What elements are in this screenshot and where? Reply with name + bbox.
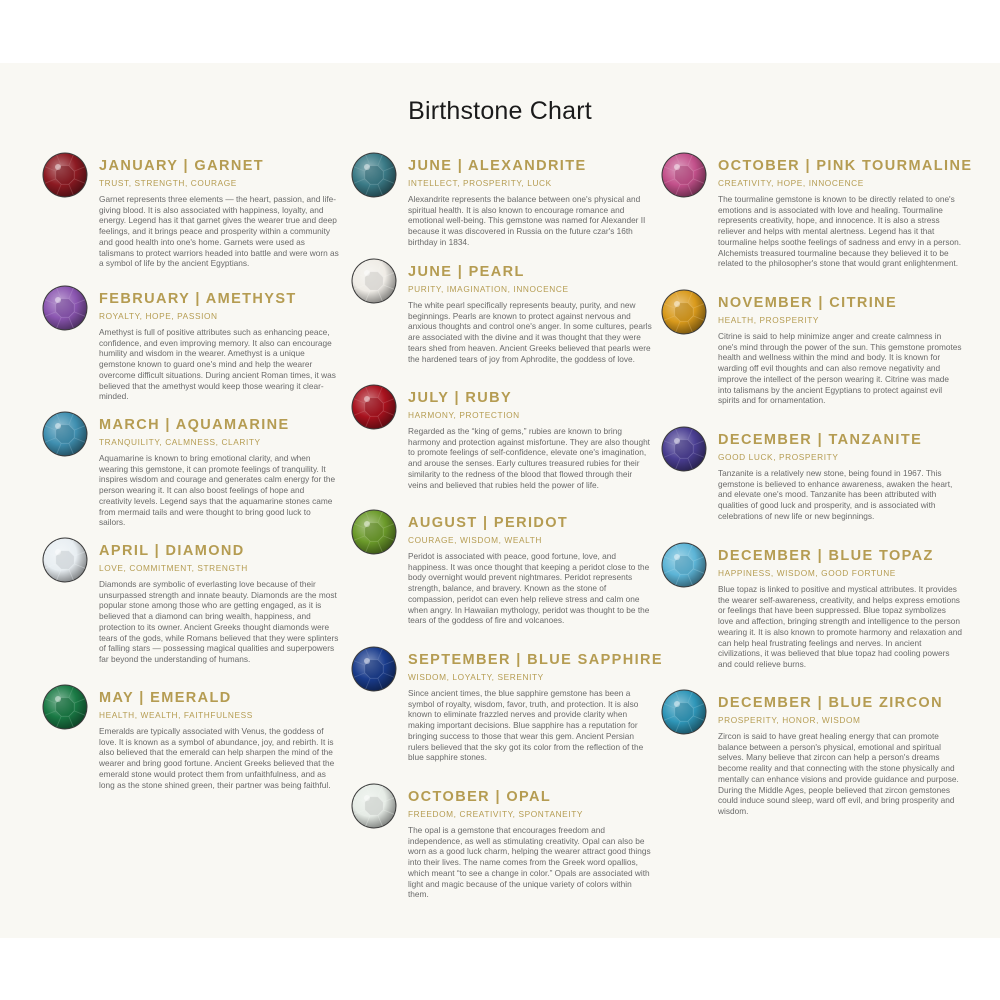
birthstone-name: OCTOBER | PINK TOURMALINE	[718, 158, 973, 174]
birthstone-entry	[408, 652, 663, 763]
birthstone-description: Peridot is associated with peace, good fortune, love, and happiness. It was once thought that keeping a peridot close to the body overnight would prevent nightmares. Peridot represents strength, balance, and bravery. Known as the stone of compassion, peridot can even help relieve stress and calm one when angry. In Hawaiian mythology, peridot was thought to be the tears of the goddess of fire and volcanoes.	[408, 551, 650, 626]
birthstone-description: The white pearl specifically represents beauty, purity, and new beginnings. Pearls are known to protect against nervous and anxious thoughts and control one's anger. In some cultures, pearls are associated with the divine and it was thought that they were tears shed from heaven. Ancient Greeks believed that pearls were the hardened tears of joy from Aphrodite, the goddess of love.	[408, 300, 652, 364]
birthstone-name: JUNE | PEARL	[408, 264, 525, 280]
birthstone-name: NOVEMBER | CITRINE	[718, 295, 898, 311]
birthstone-entry	[718, 295, 963, 406]
birthstone-traits: WISDOM, LOYALTY, SERENITY	[408, 672, 544, 682]
birthstone-entry	[99, 417, 339, 528]
gem-peridot-icon	[351, 509, 397, 555]
birthstone-name: DECEMBER | TANZANITE	[718, 432, 923, 448]
gem-ruby-icon	[351, 384, 397, 430]
birthstone-description: Regarded as the “king of gems,” rubies are known to bring harmony and protection against misfortune. They are also thought to promote feelings of self-confidence, elevate one's imagination, and arouse the senses. Early cultures treasured rubies for their similarity to the redness of the blood that flowed through their veins and believed that rubies held the power of life.	[408, 426, 650, 490]
birthstone-description: Garnet represents three elements — the heart, passion, and life-giving blood. It is also associated with happiness, loyalty, and energy. Legend has it that garnet gives the wearer true and deep feelings, and it brings peace and prosperity within a community and good health into one's home. Garnets were used as talismans to protect warriors headed into battle and were worn as a symbol of life by the ancient Egyptians.	[99, 194, 339, 269]
gem-aquamarine-icon	[42, 411, 88, 457]
birthstone-description: Citrine is said to help minimize anger and create calmness in one's mind through the power of the sun. This gemstone promotes health and wellness within the mind and body. It is known for warding off evil thoughts and can also remove negativity and improve the intellect of the person wearing it. Citrine was made into talismans by the ancient Egyptians to protect against evil spirits and for ornamentation.	[718, 331, 962, 406]
birthstone-description: Zircon is said to have great healing energy that can promote balance between a person's physical, emotional and spiritual selves. Many believe that zircon can help a person's dreams become reality and that connecting with the stone physically and mentally can enhance visions and provide guidance and purpose. During the Middle Ages, people believed that zircon gemstones could induce sound sleep, ward off evil, and bring prosperity and wisdom.	[718, 731, 959, 816]
birthstone-name: FEBRUARY | AMETHYST	[99, 291, 297, 307]
birthstone-name: MAY | EMERALD	[99, 690, 232, 706]
birthstone-traits: CREATIVITY, HOPE, INNOCENCE	[718, 178, 864, 188]
birthstone-traits: HEALTH, PROSPERITY	[718, 315, 820, 325]
birthstone-traits: LOVE, COMMITMENT, STRENGTH	[99, 563, 248, 573]
birthstone-traits: TRUST, STRENGTH, COURAGE	[99, 178, 237, 188]
birthstone-traits: HARMONY, PROTECTION	[408, 410, 520, 420]
page-title: Birthstone Chart	[408, 97, 592, 125]
birthstone-traits: PURITY, IMAGINATION, INNOCENCE	[408, 284, 569, 294]
birthstone-entry	[99, 158, 339, 269]
gem-tanzanite-icon	[661, 426, 707, 472]
birthstone-name: DECEMBER | BLUE ZIRCON	[718, 695, 943, 711]
gem-alexandrite-icon	[351, 152, 397, 198]
gem-amethyst-icon	[42, 285, 88, 331]
birthstone-name: JUNE | ALEXANDRITE	[408, 158, 587, 174]
birthstone-description: Alexandrite represents the balance between one's physical and spiritual health. It is also known to encourage romance and emotional well-being. This gemstone was named for Alexander II because it was discovered in Russia on the future czar's 16th birthday in 1834.	[408, 194, 646, 247]
gem-pink-tourmaline-icon	[661, 152, 707, 198]
gem-sapphire-icon	[351, 646, 397, 692]
birthstone-traits: INTELLECT, PROSPERITY, LUCK	[408, 178, 552, 188]
birthstone-description: The tourmaline gemstone is known to be directly related to one's emotions and is associated with love and healing. Tourmaline represents creativity, hope, and innocence. It is also a stress reliever and helps with mental alertness. Legend has it that tourmaline helps soothe feelings of sadness and envy in a person. Alchemists treasured tourmaline because they believed it to be related to the philosopher's stone that would grant enlightenment.	[718, 194, 962, 269]
gem-garnet-icon	[42, 152, 88, 198]
birthstone-traits: FREEDOM, CREATIVITY, SPONTANEITY	[408, 809, 584, 819]
birthstone-entry	[718, 432, 963, 522]
birthstone-traits: HAPPINESS, WISDOM, GOOD FORTUNE	[718, 568, 896, 578]
birthstone-traits: PROSPERITY, HONOR, WISDOM	[718, 715, 861, 725]
birthstone-entry	[408, 390, 653, 490]
gem-pearl-icon	[351, 258, 397, 304]
birthstone-entry	[408, 515, 653, 626]
birthstone-entry	[718, 548, 963, 670]
gem-blue-topaz-icon	[661, 542, 707, 588]
birthstone-description: Blue topaz is linked to positive and mystical attributes. It provides the wearer self-awareness, creativity, and helps express emotions or feelings that have been suppressed. Blue topaz symbolizes love and affection, bringing strength and intelligence to the person wearing it. It is also known to promote harmony and relaxation and can help heal frustrating feelings and nerves. In ancient civilizations, it was believed that blue topaz had cooling powers and could relieve burns.	[718, 584, 962, 669]
birthstone-entry	[718, 695, 963, 817]
gem-blue-zircon-icon	[661, 689, 707, 735]
birthstone-traits: ROYALTY, HOPE, PASSION	[99, 311, 218, 321]
birthstone-name: AUGUST | PERIDOT	[408, 515, 569, 531]
birthstone-entry	[99, 543, 339, 665]
birthstone-description: Tanzanite is a relatively new stone, being found in 1967. This gemstone is believed to enhance awareness, awaken the heart, and elevate one's mood. Tanzanite has been attributed with qualities of good luck and prosperity, and is associated with celebrations of new life or new beginnings.	[718, 468, 953, 521]
gem-opal-icon	[351, 783, 397, 829]
gem-diamond-icon	[42, 537, 88, 583]
birthstone-description: Amethyst is full of positive attributes such as enhancing peace, confidence, and even improving memory. It also can encourage humility and wisdom in the wearer. Amethyst is a unique gemstone known to guard one's mind and help the wearer overcome difficult situations. During ancient Roman times, it was believed that the amethyst would keep those wearing it clear-minded.	[99, 327, 336, 402]
birthstone-description: Emeralds are typically associated with Venus, the goddess of love. It is known as a symbol of abundance, joy, and rebirth. It is also believed that the emerald can help sharpen the mind of the wearer and bring good fortune. Ancient Greeks believed that the emerald stone would protect them from unfaithfulness, and as long as the stone shined green, their partner was being faithful.	[99, 726, 335, 790]
birthstone-name: JANUARY | GARNET	[99, 158, 265, 174]
birthstone-traits: TRANQUILITY, CALMNESS, CLARITY	[99, 437, 261, 447]
birthstone-traits: GOOD LUCK, PROSPERITY	[718, 452, 839, 462]
birthstone-entry	[408, 264, 653, 364]
birthstone-name: DECEMBER | BLUE TOPAZ	[718, 548, 934, 564]
birthstone-name: OCTOBER | OPAL	[408, 789, 552, 805]
birthstone-name: JULY | RUBY	[408, 390, 513, 406]
birthstone-description: Aquamarine is known to bring emotional clarity, and when wearing this gemstone, it can promote feelings of tranquility. It inspires wisdom and courage and generates calm energy for the person wearing it. It can also boost feelings of hope and creativity levels. Legend says that the aquamarine stones came from mermaid tails and were thought to bring good luck to sailors.	[99, 453, 336, 528]
birthstone-name: APRIL | DIAMOND	[99, 543, 245, 559]
birthstone-entry	[408, 158, 653, 248]
birthstone-name: MARCH | AQUAMARINE	[99, 417, 290, 433]
gem-emerald-icon	[42, 684, 88, 730]
birthstone-description: Diamonds are symbolic of everlasting love because of their unsurpassed strength and innate beauty. Diamonds are the most popular stone among those who are getting engaged, as it is believed that a diamond can bring wealth, happiness, and protection to its owner. Ancient Greeks thought diamonds were tears of the gods, while Romans believed that they were splinters of falling stars — possessing magical qualities and superpowers far beyond the understanding of humans.	[99, 579, 339, 664]
birthstone-entry	[408, 789, 653, 900]
birthstone-entry	[99, 291, 339, 402]
gem-citrine-icon	[661, 289, 707, 335]
birthstone-traits: HEALTH, WEALTH, FAITHFULNESS	[99, 710, 253, 720]
birthstone-description: Since ancient times, the blue sapphire gemstone has been a symbol of royalty, wisdom, favor, truth, and protection. It is also known to eliminate frazzled nerves and provide clarity when making important decisions. Blue sapphire has a reputation for bringing success to those that wear this gem. Ancient Persian rulers believed that the sky got its color from the reflection of the blue sapphire stones.	[408, 688, 644, 763]
birthstone-entry	[99, 690, 339, 790]
birthstone-traits: COURAGE, WISDOM, WEALTH	[408, 535, 542, 545]
birthstone-name: SEPTEMBER | BLUE SAPPHIRE	[408, 652, 663, 668]
birthstone-entry	[718, 158, 973, 269]
birthstone-description: The opal is a gemstone that encourages freedom and independence, as well as stimulating creativity. Opal can also be worn as a good luck charm, helping the wearer attract good things into their lives. The name comes from the Greek word opallios, which meant “to see a change in color.” Opals are associated with light and magic because of the unique variety of colors within them.	[408, 825, 651, 900]
